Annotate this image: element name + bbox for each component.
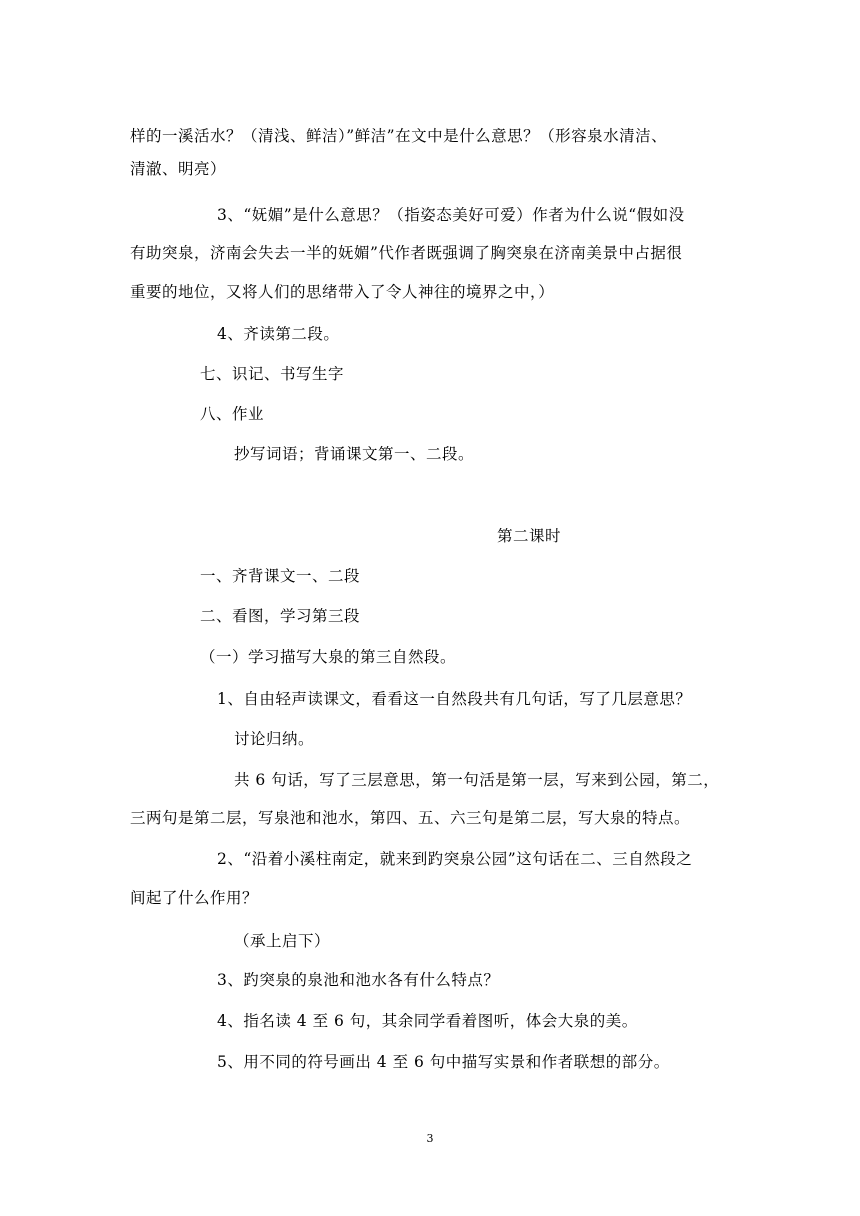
lesson-title: 第二课时 bbox=[497, 527, 562, 545]
section-heading: 二、看图，学习第三段 bbox=[200, 607, 361, 625]
text-line: 2、“沿着小溪柱南定，就来到趵突泉公园”这句话在二、三自然段之 bbox=[217, 850, 693, 868]
text-line: 4、齐读第二段。 bbox=[217, 325, 340, 343]
text-line: （承上启下） bbox=[234, 932, 331, 950]
text-line: 共 6 句话，写了三层意思，第一句活是第一层，写来到公园，第二， bbox=[234, 771, 720, 789]
text-line: 5、用不同的符号画出 4 至 6 句中描写实景和作者联想的部分。 bbox=[217, 1053, 670, 1071]
text-line: 样的一溪活水？（清浅、鲜洁）”鲜洁”在文中是什么意思？（形容泉水清洁、 bbox=[130, 127, 668, 145]
text-line: 重要的地位，又将人们的思绪带入了令人神往的境界之中，） bbox=[130, 283, 555, 301]
text-line: 有助突泉，济南会失去一半的妩媚”代作者既强调了胸突泉在济南美景中占据很 bbox=[130, 244, 683, 262]
text-line: 三两句是第二层，写泉池和池水，第四、五、六三句是第二层，写大泉的特点。 bbox=[130, 809, 691, 827]
section-heading: 八、作业 bbox=[200, 405, 265, 423]
text-line: 讨论归纳。 bbox=[234, 730, 315, 748]
page-number: 3 bbox=[426, 1132, 434, 1145]
text-line: 3、趵突泉的泉池和池水各有什么特点？ bbox=[217, 971, 500, 989]
text-line: 3、“妩媚”是什么意思？（指姿态美好可爱）作者为什么说“假如没 bbox=[217, 206, 685, 224]
text-line: 抄写词语；背诵课文第一、二段。 bbox=[234, 445, 475, 463]
text-line: 4、指名读 4 至 6 句，其余同学看着图听，体会大泉的美。 bbox=[217, 1012, 638, 1030]
section-heading: 七、识记、书写生字 bbox=[200, 365, 345, 383]
text-line: 1、自由轻声读课文，看看这一自然段共有几句话，写了几层意思？ bbox=[217, 690, 692, 708]
text-line: 间起了什么作用？ bbox=[130, 889, 259, 907]
subsection-heading: （一）学习描写大泉的第三自然段。 bbox=[200, 648, 457, 666]
section-heading: 一、齐背课文一、二段 bbox=[200, 567, 361, 585]
text-line: 清澈、明亮） bbox=[130, 160, 227, 178]
